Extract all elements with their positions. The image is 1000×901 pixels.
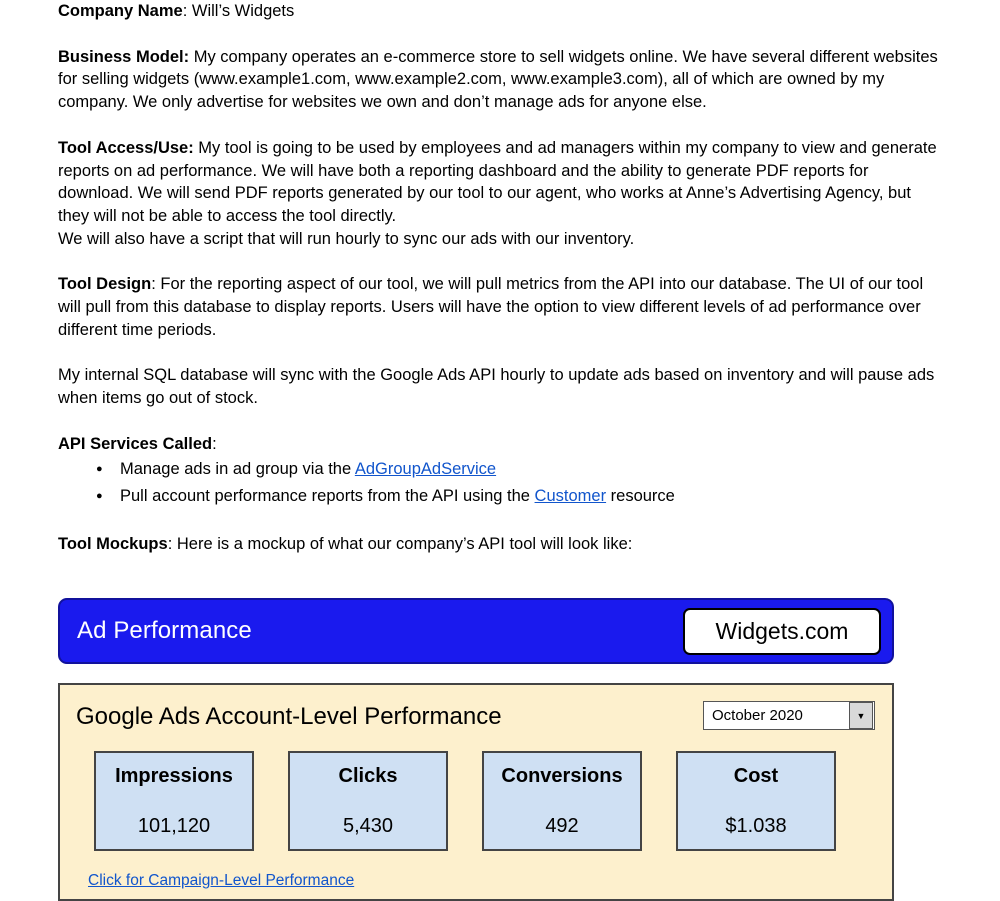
tool-mockups-paragraph: [58, 533, 942, 556]
month-select[interactable]: [703, 701, 875, 730]
tool-mockups-label: Tool Mockups: [58, 534, 168, 553]
bullet-text-pre: Pull account performance reports from the API using the: [120, 486, 535, 505]
tool-access-paragraph: [58, 137, 942, 228]
metric-card-conversions: [482, 751, 642, 851]
company-name-line: [58, 0, 942, 23]
tool-access-text: My tool is going to be used by employees and ad managers within my company to view and generate reports on ad performance. We will have both a reporting dashboard and the ability to generate PDF reports for download. We will send PDF reports generated by our tool to our agent, who works at Anne’s Advertising Agency, but they will not be able to access the tool directly.: [58, 138, 937, 225]
campaign-level-performance-link[interactable]: Click for Campaign-Level Performance: [88, 872, 355, 889]
metric-value: $1.038: [725, 815, 787, 837]
metric-card-impressions: [94, 751, 254, 851]
tool-design-label: Tool Design: [58, 275, 152, 294]
list-item: [120, 483, 942, 510]
chevron-down-icon[interactable]: ▼: [849, 702, 873, 729]
api-services-heading: [58, 433, 942, 456]
tool-access-paragraph-2: We will also have a script that will run hourly to sync our ads with our inventory.: [58, 229, 635, 248]
panel-title: Google Ads Account-Level Performance: [76, 703, 502, 730]
company-name-label: Company Name: [58, 2, 183, 20]
api-services-label: API Services Called: [58, 434, 213, 453]
api-services-sep: :: [212, 434, 217, 453]
tool-mockup: [58, 598, 894, 901]
list-item: [120, 456, 942, 483]
bullet-text-pre: Manage ads in ad group via the: [120, 459, 355, 478]
metric-label: Impressions: [115, 765, 233, 787]
site-name-button[interactable]: Widgets.com: [683, 608, 881, 655]
api-services-list: [58, 456, 942, 510]
tool-design-paragraph: [58, 273, 942, 341]
metric-card-cost: [676, 751, 836, 851]
metric-value: 101,120: [137, 815, 211, 837]
metric-cards: [94, 751, 870, 851]
mockup-header-title: Ad Performance: [77, 617, 252, 644]
performance-panel: [58, 683, 894, 901]
tool-access-label: Tool Access/Use:: [58, 138, 194, 157]
sql-sync-paragraph: My internal SQL database will sync with the Google Ads API hourly to update ads based on inventory and will pause ads when items go out of stock.: [58, 366, 935, 408]
business-model-paragraph: [58, 46, 942, 114]
tool-mockups-text: : Here is a mockup of what our company’s API tool will look like:: [167, 534, 633, 553]
company-name-value: Will’s Widgets: [191, 2, 295, 20]
business-model-text: My company operates an e-commerce store to sell widgets online. We have several different websites for selling widgets (www.example1.com, www.example2.com, www.example3.com), all of which are owned by my company. We only advertise for websites we own and don’t manage ads for anyone else.: [58, 47, 938, 112]
adgroupadservice-link[interactable]: AdGroupAdService: [354, 459, 497, 478]
metric-card-clicks: [288, 751, 448, 851]
metric-label: Clicks: [338, 765, 398, 787]
mockup-header-bar: [58, 598, 894, 664]
month-select-value: October 2020: [712, 707, 803, 724]
metric-value: 492: [545, 815, 579, 837]
company-name-sep: :: [182, 2, 192, 20]
document-body: [58, 0, 942, 555]
tool-design-text: : For the reporting aspect of our tool, we will pull metrics from the API into our database. The UI of our tool will pull from this database to display reports. Users will have the option to view different levels of ad performance over different time periods.: [58, 275, 924, 339]
metric-label: Cost: [733, 765, 779, 787]
metric-value: 5,430: [342, 815, 394, 837]
customer-link[interactable]: Customer: [534, 486, 607, 505]
bullet-text-post: resource: [606, 486, 675, 505]
business-model-label: Business Model:: [58, 47, 190, 66]
metric-label: Conversions: [501, 765, 623, 787]
